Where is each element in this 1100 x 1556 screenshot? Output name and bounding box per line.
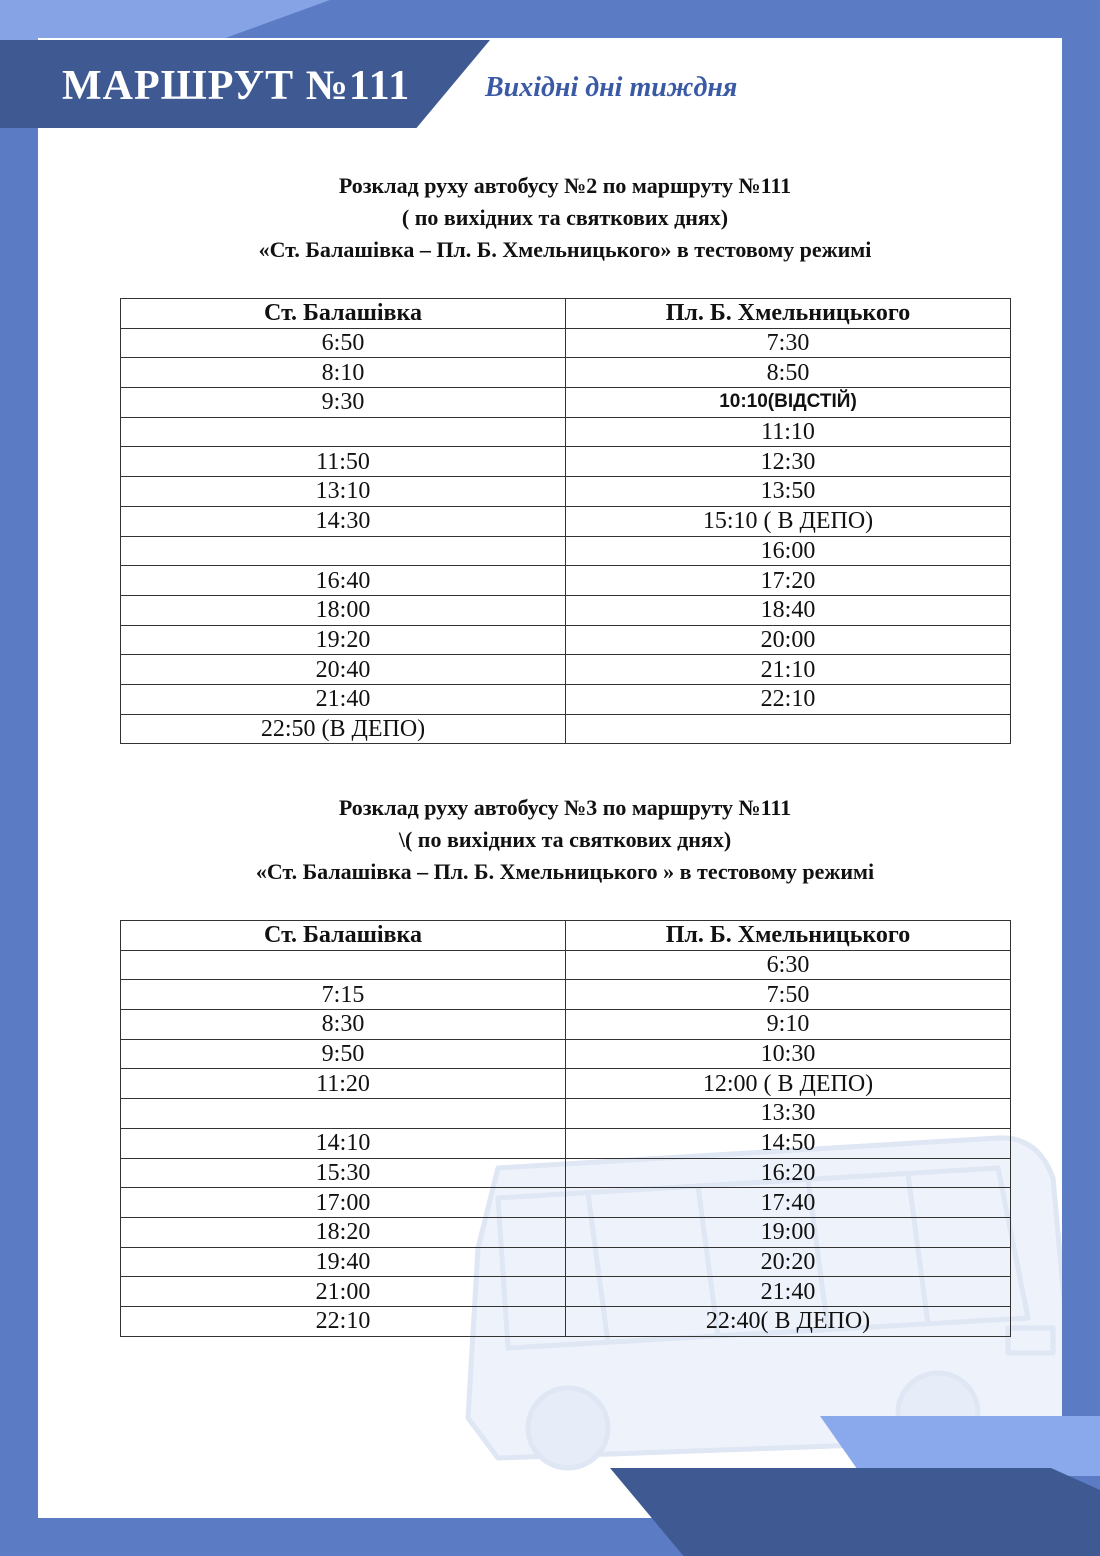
departure-khmelnytskoho: 16:20 — [566, 1158, 1011, 1188]
schedule-bus3-heading — [120, 792, 1010, 888]
departure-balashivka: 20:40 — [121, 655, 566, 685]
schedule-route-name: «Ст. Балашівка – Пл. Б. Хмельницького» в тестовому режимі — [258, 237, 872, 262]
departure-balashivka: 18:20 — [121, 1217, 566, 1247]
schedule-title: Розклад руху автобусу №3 по маршруту №111 — [338, 795, 792, 820]
table-row — [121, 447, 1011, 477]
table-row — [121, 566, 1011, 596]
departure-khmelnytskoho: 10:30 — [566, 1039, 1011, 1069]
table-header-row — [121, 299, 1011, 329]
departure-khmelnytskoho: 14:50 — [566, 1128, 1011, 1158]
table-row — [121, 536, 1011, 566]
table-row — [121, 1188, 1011, 1218]
departure-balashivka: 19:20 — [121, 625, 566, 655]
departure-balashivka: 7:15 — [121, 980, 566, 1010]
column-header-khmelnytskoho: Пл. Б. Хмельницького — [566, 299, 1011, 329]
departure-balashivka: 15:30 — [121, 1158, 566, 1188]
departure-balashivka: 21:00 — [121, 1277, 566, 1307]
departure-khmelnytskoho: 13:50 — [566, 477, 1011, 507]
table-row — [121, 950, 1011, 980]
departure-khmelnytskoho: 22:10 — [566, 684, 1011, 714]
decor-corner-dark — [610, 1468, 1100, 1556]
departure-khmelnytskoho: 7:50 — [566, 980, 1011, 1010]
table-row — [121, 1158, 1011, 1188]
departure-khmelnytskoho: 19:00 — [566, 1217, 1011, 1247]
column-header-balashivka: Ст. Балашівка — [121, 299, 566, 329]
departure-khmelnytskoho: 17:20 — [566, 566, 1011, 596]
schedule-title: Розклад руху автобусу №2 по маршруту №111 — [338, 173, 792, 198]
departure-balashivka: 6:50 — [121, 328, 566, 358]
departure-khmelnytskoho: 20:20 — [566, 1247, 1011, 1277]
table-row — [121, 1277, 1011, 1307]
departure-balashivka: 9:50 — [121, 1039, 566, 1069]
departure-khmelnytskoho: 20:00 — [566, 625, 1011, 655]
departure-balashivka: 14:10 — [121, 1128, 566, 1158]
departure-khmelnytskoho: 11:10 — [566, 417, 1011, 447]
departure-khmelnytskoho: 12:30 — [566, 447, 1011, 477]
table-row — [121, 506, 1011, 536]
days-subtitle: Вихідні дні тиждня — [485, 72, 738, 103]
departure-balashivka: 8:10 — [121, 358, 566, 388]
table-row — [121, 328, 1011, 358]
departure-balashivka: 19:40 — [121, 1247, 566, 1277]
column-header-khmelnytskoho: Пл. Б. Хмельницького — [566, 921, 1011, 951]
departure-khmelnytskoho: 17:40 — [566, 1188, 1011, 1218]
departure-balashivka: 14:30 — [121, 506, 566, 536]
departure-khmelnytskoho: 6:30 — [566, 950, 1011, 980]
table-row — [121, 655, 1011, 685]
route-title: МАРШРУТ №111 — [62, 63, 411, 109]
departure-balashivka — [121, 417, 566, 447]
departure-khmelnytskoho: 21:10 — [566, 655, 1011, 685]
table-row — [121, 1306, 1011, 1336]
table-row — [121, 1069, 1011, 1099]
departure-khmelnytskoho: 21:40 — [566, 1277, 1011, 1307]
departure-khmelnytskoho: 12:00 ( В ДЕПО) — [566, 1069, 1011, 1099]
table-row — [121, 1099, 1011, 1129]
schedule-days-note: ( по вихідних та святкових днях) — [401, 205, 729, 230]
departure-balashivka — [121, 1099, 566, 1129]
departure-khmelnytskoho: 22:40( В ДЕПО) — [566, 1306, 1011, 1336]
departure-khmelnytskoho — [566, 714, 1011, 744]
table-row — [121, 625, 1011, 655]
departure-balashivka: 18:00 — [121, 595, 566, 625]
departure-khmelnytskoho: 15:10 ( В ДЕПО) — [566, 506, 1011, 536]
departure-khmelnytskoho: 13:30 — [566, 1099, 1011, 1129]
departure-khmelnytskoho: 9:10 — [566, 1010, 1011, 1040]
table-row — [121, 1010, 1011, 1040]
table-row — [121, 684, 1011, 714]
table-row — [121, 477, 1011, 507]
departure-balashivka — [121, 950, 566, 980]
schedule-table-bus3 — [120, 920, 1011, 1337]
departure-balashivka: 11:50 — [121, 447, 566, 477]
departure-balashivka: 13:10 — [121, 477, 566, 507]
table-row — [121, 388, 1011, 418]
schedule-days-note: \( по вихідних та святкових днях) — [398, 827, 732, 852]
table-row — [121, 980, 1011, 1010]
decor-corner-light — [820, 1416, 1100, 1476]
table-row — [121, 1128, 1011, 1158]
departure-khmelnytskoho: 10:10(ВІДСТІЙ) — [566, 388, 1011, 418]
departure-balashivka — [121, 536, 566, 566]
table-row — [121, 1247, 1011, 1277]
departure-khmelnytskoho: 16:00 — [566, 536, 1011, 566]
departure-balashivka: 16:40 — [121, 566, 566, 596]
departure-khmelnytskoho: 18:40 — [566, 595, 1011, 625]
departure-balashivka: 9:30 — [121, 388, 566, 418]
departure-balashivka: 22:50 (В ДЕПО) — [121, 714, 566, 744]
departure-balashivka: 8:30 — [121, 1010, 566, 1040]
table-row — [121, 714, 1011, 744]
departure-balashivka: 22:10 — [121, 1306, 566, 1336]
table-row — [121, 358, 1011, 388]
column-header-balashivka: Ст. Балашівка — [121, 921, 566, 951]
table-row — [121, 417, 1011, 447]
schedule-route-name: «Ст. Балашівка – Пл. Б. Хмельницького » в тестовому режимі — [255, 859, 875, 884]
table-row — [121, 595, 1011, 625]
schedule-bus2-heading — [120, 170, 1010, 266]
departure-balashivka: 11:20 — [121, 1069, 566, 1099]
table-row — [121, 1217, 1011, 1247]
departure-khmelnytskoho: 8:50 — [566, 358, 1011, 388]
departure-balashivka: 17:00 — [121, 1188, 566, 1218]
departure-khmelnytskoho: 7:30 — [566, 328, 1011, 358]
table-header-row — [121, 921, 1011, 951]
departure-balashivka: 21:40 — [121, 684, 566, 714]
table-row — [121, 1039, 1011, 1069]
schedule-table-bus2 — [120, 298, 1011, 744]
